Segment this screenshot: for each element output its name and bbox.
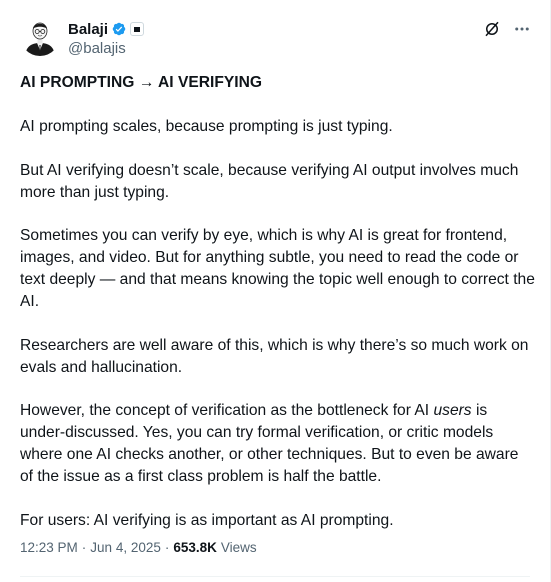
tweet-paragraph-3: Sometimes you can verify by eye, which is why AI is great for frontend, images, and video. But for anything subtle, you need to read the code or text deeply — and that means knowing the topic well enough to correct the AI. [20,227,535,310]
author-block [68,19,144,57]
avatar[interactable] [20,16,60,56]
tweet-timestamp-time[interactable]: 12:23 PM [20,540,78,555]
tweet-paragraph-1: AI prompting scales, because prompting is just typing. [20,118,393,135]
meta-separator: · [81,540,87,555]
tweet-headline: AI PROMPTING → AI VERIFYING [20,74,263,91]
meta-separator-2: · [164,540,170,555]
affiliation-badge-icon[interactable] [130,22,144,36]
tweet-body [20,72,535,553]
verified-badge-icon[interactable] [111,21,127,37]
tweet-timestamp-date[interactable]: Jun 4, 2025 [90,540,161,555]
tweet-paragraph-2: But AI verifying doesn’t scale, because verifying AI output involves much more than just typing. [20,161,519,201]
more-icon[interactable] [513,20,531,38]
tweet-paragraph-4: Researchers are well aware of this, which is why there’s so much work on evals and hallucination. [20,336,529,376]
author-handle[interactable]: @balajis [68,40,126,57]
author-display-name[interactable]: Balaji [68,20,109,38]
tweet-paragraph-6: For users: AI verifying is as important as AI prompting. [20,511,394,529]
avatar-illustration [20,16,60,56]
tweet-divider [20,576,530,577]
views-label: Views [220,540,257,555]
views-count: 653.8K [173,540,217,555]
tweet-paragraph-5-start: However, the concept of verification as the bottleneck for AI [20,402,434,419]
tweet-paragraph-5-end: is under-discussed. Yes, you can try formal verification, or critic models where one AI checks another, or other techniques. But to even be aware of the issue as a first class problem is half the battle. [20,402,519,485]
affiliation-flag-icon [134,27,140,32]
author-name-row [68,19,144,39]
tweet-paragraph-5-emphasis: users [433,402,472,419]
grok-icon[interactable] [483,20,501,38]
tweet-meta [20,540,257,555]
tweet-top-actions [483,20,531,38]
tweet-paragraph-5 [20,400,535,488]
